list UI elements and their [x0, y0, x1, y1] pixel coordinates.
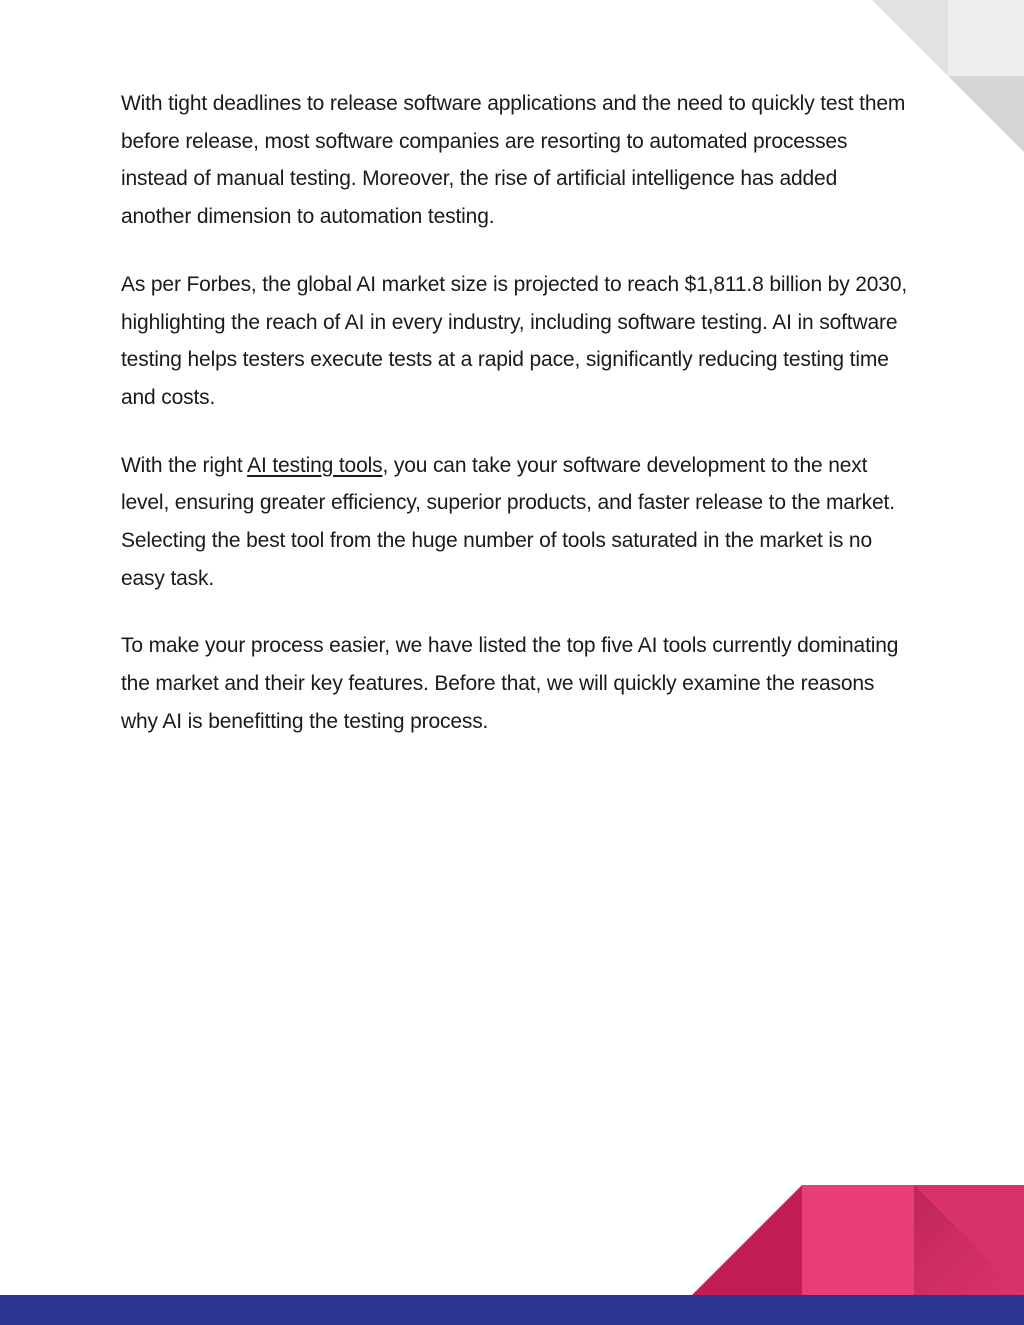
corner-block-pink	[802, 1185, 914, 1295]
paragraph-market-size: As per Forbes, the global AI market size is projected to reach $1,811.8 billion by 2030, highlighting the reach of AI in every industry, including software testing. AI in software testing helps testers execute tests at a rapid pace, significantly reducing testing time and costs.	[121, 272, 908, 409]
corner-triangle-light	[872, 0, 948, 76]
ai-testing-tools-link[interactable]: AI testing tools	[247, 453, 383, 477]
paragraph-top-five: To make your process easier, we have listed the top five AI tools currently dominating the market and their key features. Before that, we will quickly examine the reasons why AI is benefitting the testing process.	[121, 634, 899, 733]
paragraph-intro: With tight deadlines to release software applications and the need to quickly test them before release, most software companies are resorting to automated processes instead of manual testing. Moreover, the rise of artificial intelligence has added another dimension to automation testing.	[121, 92, 906, 229]
footer-bar	[0, 1295, 1024, 1325]
document-body	[121, 85, 911, 771]
paragraph-ai-tools: With the right AI testing tools, you can take your software development to the next level, ensuring greater efficiency, superior products, and faster release to the market. Selecting the best tool from the huge number of tools saturated in the market is no easy task.	[121, 453, 895, 590]
corner-decoration-bottom	[692, 1185, 1024, 1295]
corner-square-light	[948, 0, 1024, 76]
